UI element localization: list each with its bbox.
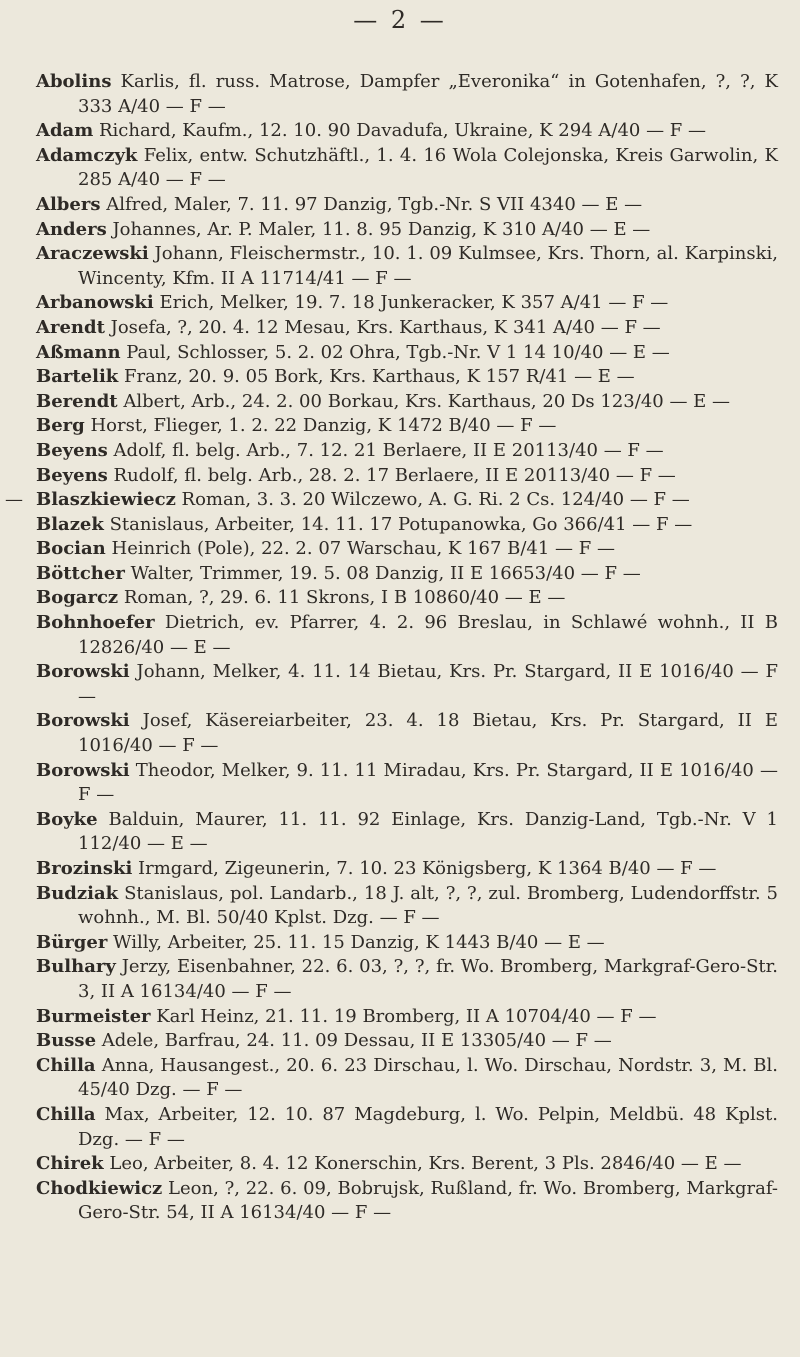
entry-details: Horst, Flieger, 1. 2. 22 Danzig, K 1472 B/40 — F — <box>84 415 557 437</box>
register-entry <box>36 193 778 218</box>
register-entry <box>36 660 778 709</box>
register-entry <box>36 1005 778 1030</box>
register-entry <box>36 414 778 439</box>
entry-details: Roman, 3. 3. 20 Wilczewo, A. G. Ri. 2 Cs. 124/40 — F — <box>175 489 690 511</box>
entry-details: Johann, Melker, 4. 11. 14 Bietau, Krs. Pr. Stargard, II E 1016/40 — F — <box>78 661 778 707</box>
entry-details: Leo, Arbeiter, 8. 4. 12 Konerschin, Krs. Berent, 3 Pls. 2846/40 — E — <box>103 1153 742 1175</box>
entry-surname: Arbanowski <box>36 292 154 314</box>
register-entry <box>36 931 778 956</box>
entry-details: Anna, Hausangest., 20. 6. 23 Dirschau, l. Wo. Dirschau, Nordstr. 3, M. Bl. 45/40 Dzg. — F — <box>78 1054 778 1101</box>
entry-surname: Borowski <box>36 710 130 732</box>
entry-details: Paul, Schlosser, 5. 2. 02 Ohra, Tgb.-Nr. V 1 14 10/40 — E — <box>120 341 670 363</box>
register-entry <box>36 218 778 243</box>
entry-details: Karlis, fl. russ. Matrose, Dampfer „Everonika“ in Gotenhafen, ?, ?, K 333 A/40 — F — <box>78 71 778 117</box>
entry-surname: Chodkiewicz <box>36 1177 163 1199</box>
entry-details: Stanislaus, Arbeiter, 14. 11. 17 Potupanowka, Go 366/41 — F — <box>103 513 693 535</box>
entry-details: Max, Arbeiter, 12. 10. 87 Magdeburg, l. Wo. Pelpin, Meldbü. 48 Kplst. Dzg. — F — <box>78 1103 778 1150</box>
entry-surname: Chirek <box>36 1153 104 1175</box>
entry-details: Leon, ?, 22. 6. 09, Bobrujsk, Rußland, fr. Wo. Bromberg, Markgraf-Gero-Str. 54, II A 16134/40 — F — <box>78 1177 778 1224</box>
register-entry <box>36 1152 778 1177</box>
register-entry <box>36 439 778 464</box>
register-entry <box>36 513 778 538</box>
entry-surname: Beyens <box>36 439 108 461</box>
register-entry <box>36 586 778 611</box>
register-entry <box>36 882 778 931</box>
register-entry <box>36 242 778 291</box>
entry-details: Albert, Arb., 24. 2. 00 Borkau, Krs. Karthaus, 20 Ds 123/40 — E — <box>117 390 731 412</box>
entry-surname: Böttcher <box>36 562 125 584</box>
entry-surname: Bocian <box>36 538 106 560</box>
entry-details: Adele, Barfrau, 24. 11. 09 Dessau, II E 13305/40 — F — <box>96 1030 612 1052</box>
entry-details: Johannes, Ar. P. Maler, 11. 8. 95 Danzig, K 310 A/40 — E — <box>106 218 651 240</box>
entry-details: Willy, Arbeiter, 25. 11. 15 Danzig, K 1443 B/40 — E — <box>107 931 605 953</box>
register-entry <box>36 316 778 341</box>
page-number: — 2 — <box>353 6 447 34</box>
entry-details: Stanislaus, pol. Landarb., 18 J. alt, ?, ?, zul. Bromberg, Ludendorffstr. 5 wohnh., M. Bl. 50/40 Kplst. Dzg. — F — <box>78 882 778 929</box>
entry-details: Balduin, Maurer, 11. 11. 92 Einlage, Krs. Danzig-Land, Tgb.-Nr. V 1 112/40 — E — <box>78 808 778 855</box>
entry-surname: Bartelik <box>36 366 119 388</box>
entry-surname: Blaszkiewiecz <box>36 489 176 511</box>
entry-details: Jerzy, Eisenbahner, 22. 6. 03, ?, ?, fr. Wo. Bromberg, Markgraf-Gero-Str. 3, II A 16134/40 — F — <box>78 956 778 1002</box>
entry-surname: Adamczyk <box>36 144 138 166</box>
entry-details: Walter, Trimmer, 19. 5. 08 Danzig, II E 16653/40 — F — <box>124 562 641 584</box>
entry-surname: Budziak <box>36 882 119 904</box>
entry-surname: Anders <box>36 218 107 240</box>
entry-surname: Borowski <box>36 759 130 781</box>
entry-surname: Bohnhoefer <box>36 612 155 634</box>
register-entry <box>5 488 778 513</box>
entry-surname: Blazek <box>36 513 104 535</box>
entry-details: Dietrich, ev. Pfarrer, 4. 2. 96 Breslau, in Schlawé wohnh., II B 12826/40 — E — <box>78 612 778 658</box>
register-entry <box>36 1054 778 1103</box>
entry-surname: Berendt <box>36 390 118 412</box>
entry-surname: Bogarcz <box>36 587 119 609</box>
register-entry <box>36 759 778 808</box>
register-entry <box>36 365 778 390</box>
entry-details: Johann, Fleischermstr., 10. 1. 09 Kulmsee, Krs. Thorn, al. Karpinski, Wincenty, Kfm. II A 11714/41 — F — <box>78 243 778 289</box>
entry-details: Irmgard, Zigeunerin, 7. 10. 23 Königsberg, K 1364 B/40 — F — <box>132 858 717 879</box>
entry-surname: Burmeister <box>36 1005 151 1027</box>
register-entry <box>36 808 778 857</box>
register-entries <box>5 70 778 1226</box>
register-entry <box>36 341 778 366</box>
entry-details: Josefa, ?, 20. 4. 12 Mesau, Krs. Karthaus, K 341 A/40 — F — <box>104 316 661 338</box>
entry-surname: Berg <box>36 415 85 437</box>
entry-surname: Adam <box>36 120 94 142</box>
register-entry <box>36 70 778 119</box>
register-entry <box>36 144 778 193</box>
entry-details: Adolf, fl. belg. Arb., 7. 12. 21 Berlaere, II E 20113/40 — F — <box>107 439 664 461</box>
register-entry <box>36 709 778 758</box>
register-entry <box>36 1103 778 1152</box>
register-entry <box>36 955 778 1004</box>
entry-details: Roman, ?, 29. 6. 11 Skrons, I B 10860/40 — E — <box>118 587 566 609</box>
entry-surname: Abolins <box>36 71 112 92</box>
register-entry <box>36 537 778 562</box>
entry-details: Alfred, Maler, 7. 11. 97 Danzig, Tgb.-Nr. S VII 4340 — E — <box>100 193 643 215</box>
entry-details: Josef, Käsereiarbeiter, 23. 4. 18 Bietau, Krs. Pr. Stargard, II E 1016/40 — F — <box>78 710 778 757</box>
register-entry <box>36 119 778 144</box>
register-entry <box>36 1029 778 1054</box>
entry-details: Rudolf, fl. belg. Arb., 28. 2. 17 Berlaere, II E 20113/40 — F — <box>107 464 676 486</box>
entry-surname: Boyke <box>36 808 98 830</box>
entry-details: Erich, Melker, 19. 7. 18 Junkeracker, K 357 A/41 — F — <box>153 292 669 314</box>
register-entry <box>36 562 778 587</box>
entry-surname: Bürger <box>36 931 108 953</box>
entry-details: Richard, Kaufm., 12. 10. 90 Davadufa, Ukraine, K 294 A/40 — F — <box>93 120 707 142</box>
register-entry <box>36 857 778 882</box>
margin-dash: — <box>5 489 23 511</box>
register-entry <box>36 390 778 415</box>
register-entry <box>36 464 778 489</box>
entry-details: Theodor, Melker, 9. 11. 11 Miradau, Krs. Pr. Stargard, II E 1016/40 — F — <box>78 759 778 806</box>
entry-surname: Arendt <box>36 316 105 338</box>
entry-surname: Beyens <box>36 464 108 486</box>
entry-surname: Albers <box>36 193 101 215</box>
entry-surname: Chilla <box>36 1054 96 1076</box>
entry-surname: Borowski <box>36 661 130 683</box>
register-entry <box>36 291 778 316</box>
entry-surname: Aßmann <box>36 341 121 363</box>
entry-details: Heinrich (Pole), 22. 2. 07 Warschau, K 167 B/41 — F — <box>105 538 615 560</box>
entry-surname: Araczewski <box>36 243 149 265</box>
entry-surname: Bulhary <box>36 956 116 978</box>
entry-details: Franz, 20. 9. 05 Bork, Krs. Karthaus, K 157 R/41 — E — <box>118 366 635 388</box>
register-entry <box>36 1177 778 1226</box>
entry-details: Karl Heinz, 21. 11. 19 Bromberg, II A 10704/40 — F — <box>150 1005 657 1027</box>
entry-details: Felix, entw. Schutzhäftl., 1. 4. 16 Wola Colejonska, Kreis Garwolin, K 285 A/40 — F — <box>78 144 778 191</box>
entry-surname: Brozinski <box>36 858 133 879</box>
register-entry <box>36 611 778 660</box>
entry-surname: Chilla <box>36 1103 96 1125</box>
entry-surname: Busse <box>36 1030 97 1052</box>
